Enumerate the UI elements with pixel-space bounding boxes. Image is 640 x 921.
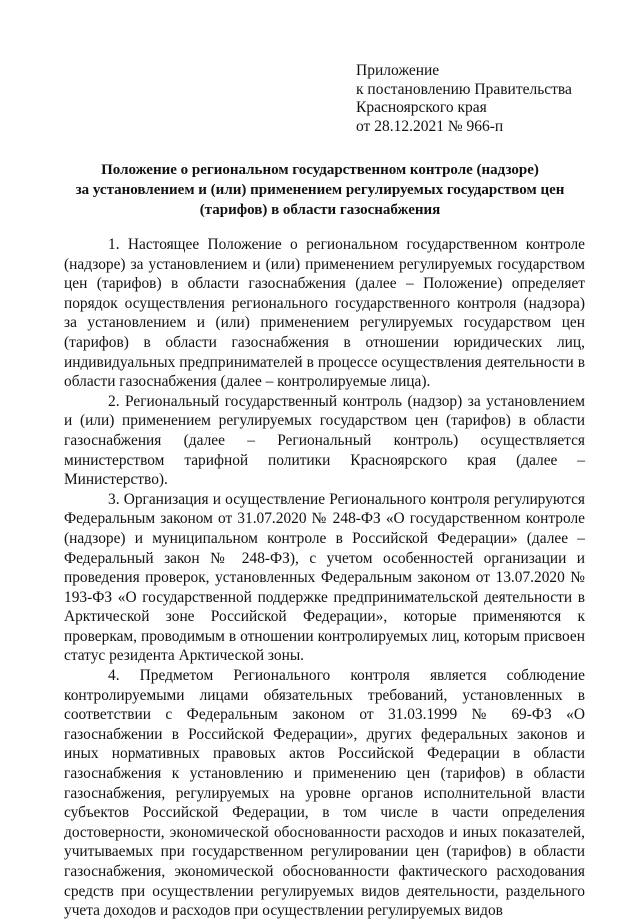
appendix-header bbox=[356, 62, 572, 136]
document-body bbox=[64, 235, 585, 921]
appendix-label: Приложение bbox=[356, 62, 440, 79]
paragraph-3: 3. Организация и осуществление Регионального контроля регулируются Федеральным законом от 31.07.2020 № 248-ФЗ «О государственном контроле (надзоре) и муниципальном контроле в Российской Федерации» (далее – Федеральный закон № 248-ФЗ), с учетом особенностей организации и проведения проверок, установленных Федеральным законом от 13.07.2020 № 193-ФЗ «О государственной поддержке предпринимательской деятельности в Арктической зоне Российской Федерации», которые применяются к проверкам, проводимым в отношении контролируемых лиц, которым присвоен статус резидента Арктической зоны. bbox=[64, 490, 585, 665]
title-line-1: Положение о региональном государственном контроле (надзоре) bbox=[101, 162, 539, 178]
paragraph-2: 2. Региональный государственный контроль (надзор) за установлением и (или) применением регулируемых государством цен (тарифов) в области газоснабжения (далее – Региональный контроль) осуществляется министерством тарифной политики Красноярского края (далее – Министерство). bbox=[64, 392, 585, 489]
paragraph-4: 4. Предметом Регионального контроля является соблюдение контролируемыми лицами обязательных требований, установленных в соответствии с Федеральным законом от 31.03.1999 № 69-ФЗ «О газоснабжении в Российской Федерации», других федеральных законов и иных нормативных правовых актов Российской Федерации в области газоснабжения к установлению и применению цен (тарифов) в области газоснабжения, регулируемых на уровне органов исполнительной власти субъектов Российской Федерации, в том числе в части определения достоверности, экономической обоснованности расходов и иных показателей, учитываемых при государственном регулировании цен (тарифов) в области газоснабжения, экономической обоснованности фактического расходования средств при осуществлении регулируемых видов деятельности, раздельного учета доходов и расходов при осуществлении регулируемых видов bbox=[64, 667, 585, 920]
appendix-decree-line: к постановлению Правительства bbox=[356, 80, 572, 98]
appendix-date-line: от 28.12.2021 № 966-п bbox=[356, 117, 504, 135]
paragraph-1: 1. Настоящее Положение о региональном государственном контроле (надзоре) за установлением и (или) применением регулируемых государством цен (тарифов) в области газоснабжения (далее – Положение) определяет порядок осуществления регионального государственного контроля (надзора) за установлением и (или) применением регулируемых государством цен (тарифов) в области газоснабжения в отношении юридических лиц, индивидуальных предпринимателей в процессе осуществления деятельности в области газоснабжения (далее – контролируемые лица). bbox=[64, 236, 585, 391]
title-line-3: (тарифов) в области газоснабжения bbox=[199, 202, 441, 218]
document-title bbox=[60, 160, 580, 220]
appendix-region-line: Красноярского края bbox=[356, 99, 487, 116]
title-line-2: за установлением и (или) применением регулируемых государством цен bbox=[75, 182, 565, 198]
